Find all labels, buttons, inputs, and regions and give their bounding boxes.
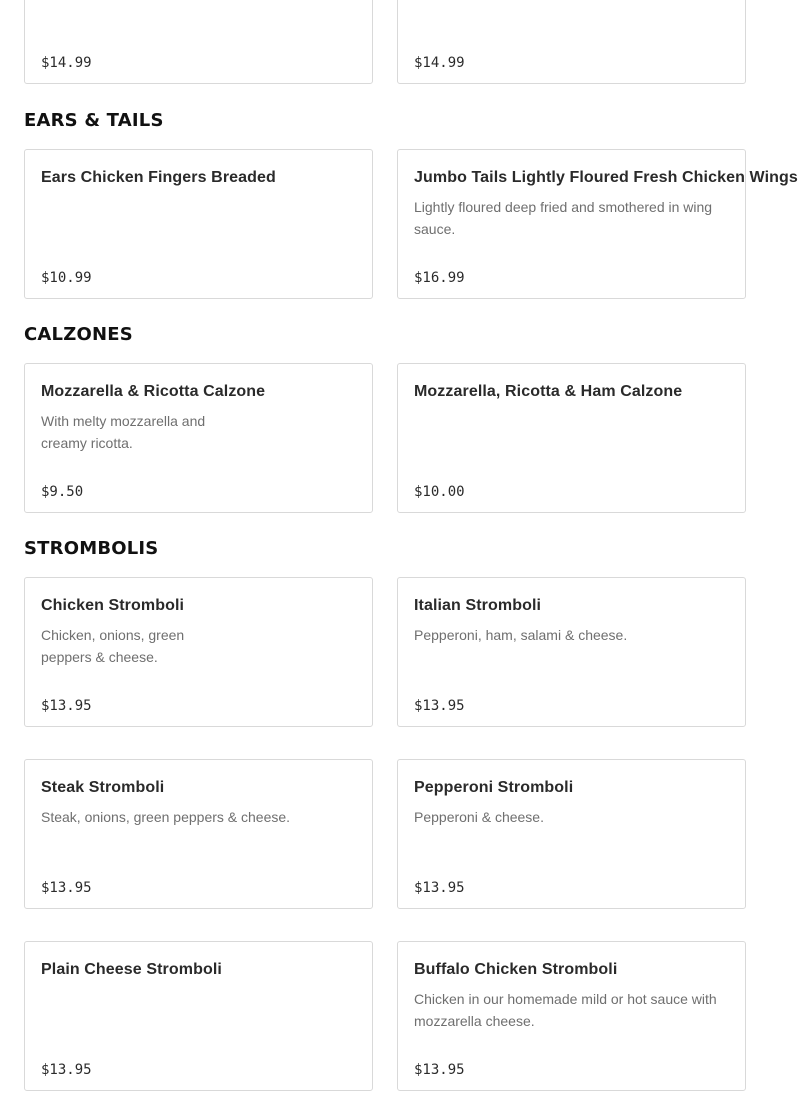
item-name: Italian Stromboli <box>414 597 542 614</box>
menu-item-card[interactable] <box>397 759 746 909</box>
item-price: $13.95 <box>414 698 465 714</box>
section-title-calzones: CALZONES <box>24 324 133 345</box>
menu-item-card[interactable] <box>24 363 373 513</box>
item-name: Mozzarella, Ricotta & Ham Calzone <box>414 383 683 400</box>
item-price: $16.99 <box>414 270 465 286</box>
menu-item-card[interactable] <box>24 941 373 1091</box>
item-name: Pepperoni Stromboli <box>414 779 574 796</box>
item-description: Pepperoni, ham, salami & cheese. <box>414 627 628 643</box>
item-description: Steak, onions, green peppers & cheese. <box>41 809 291 825</box>
item-description: Pepperoni & cheese. <box>414 809 544 825</box>
item-price: $14.99 <box>41 55 92 71</box>
menu-item-card[interactable] <box>397 941 746 1091</box>
item-price: $13.95 <box>41 880 92 896</box>
item-name: Jumbo Tails Lightly Floured Fresh Chicken Wings <box>414 169 798 186</box>
item-price: $14.99 <box>414 55 465 71</box>
menu-item-card[interactable] <box>24 577 373 727</box>
item-price: $10.99 <box>41 270 92 286</box>
menu-item-card[interactable] <box>24 759 373 909</box>
menu-item-card[interactable] <box>397 577 746 727</box>
menu-item-card[interactable] <box>397 0 746 84</box>
menu-item-card[interactable] <box>24 149 373 299</box>
section-title-strombolis: STROMBOLIS <box>24 538 159 559</box>
item-name: Steak Stromboli <box>41 779 165 796</box>
item-name: Buffalo Chicken Stromboli <box>414 961 618 978</box>
menu-item-card[interactable] <box>24 0 373 84</box>
section-title-ears-tails: EARS & TAILS <box>24 110 164 131</box>
item-description: Lightly floured deep fried and smothered in wing sauce. <box>414 199 713 237</box>
item-description: Chicken, onions, green peppers & cheese. <box>41 627 185 665</box>
menu-item-card[interactable] <box>397 149 798 299</box>
menu-item-card[interactable] <box>397 363 746 513</box>
item-description: Chicken in our homemade mild or hot sauce with mozzarella cheese. <box>414 991 717 1029</box>
item-price: $13.95 <box>41 698 92 714</box>
item-name: Mozzarella & Ricotta Calzone <box>41 383 266 400</box>
item-name: Chicken Stromboli <box>41 597 185 614</box>
item-price: $9.50 <box>41 484 84 500</box>
item-name: Plain Cheese Stromboli <box>41 961 222 978</box>
item-price: $13.95 <box>414 1062 465 1078</box>
item-description: With melty mozzarella and creamy ricotta. <box>41 413 206 451</box>
item-name: Ears Chicken Fingers Breaded <box>41 169 276 186</box>
item-price: $13.95 <box>41 1062 92 1078</box>
item-price: $13.95 <box>414 880 465 896</box>
item-price: $10.00 <box>414 484 465 500</box>
